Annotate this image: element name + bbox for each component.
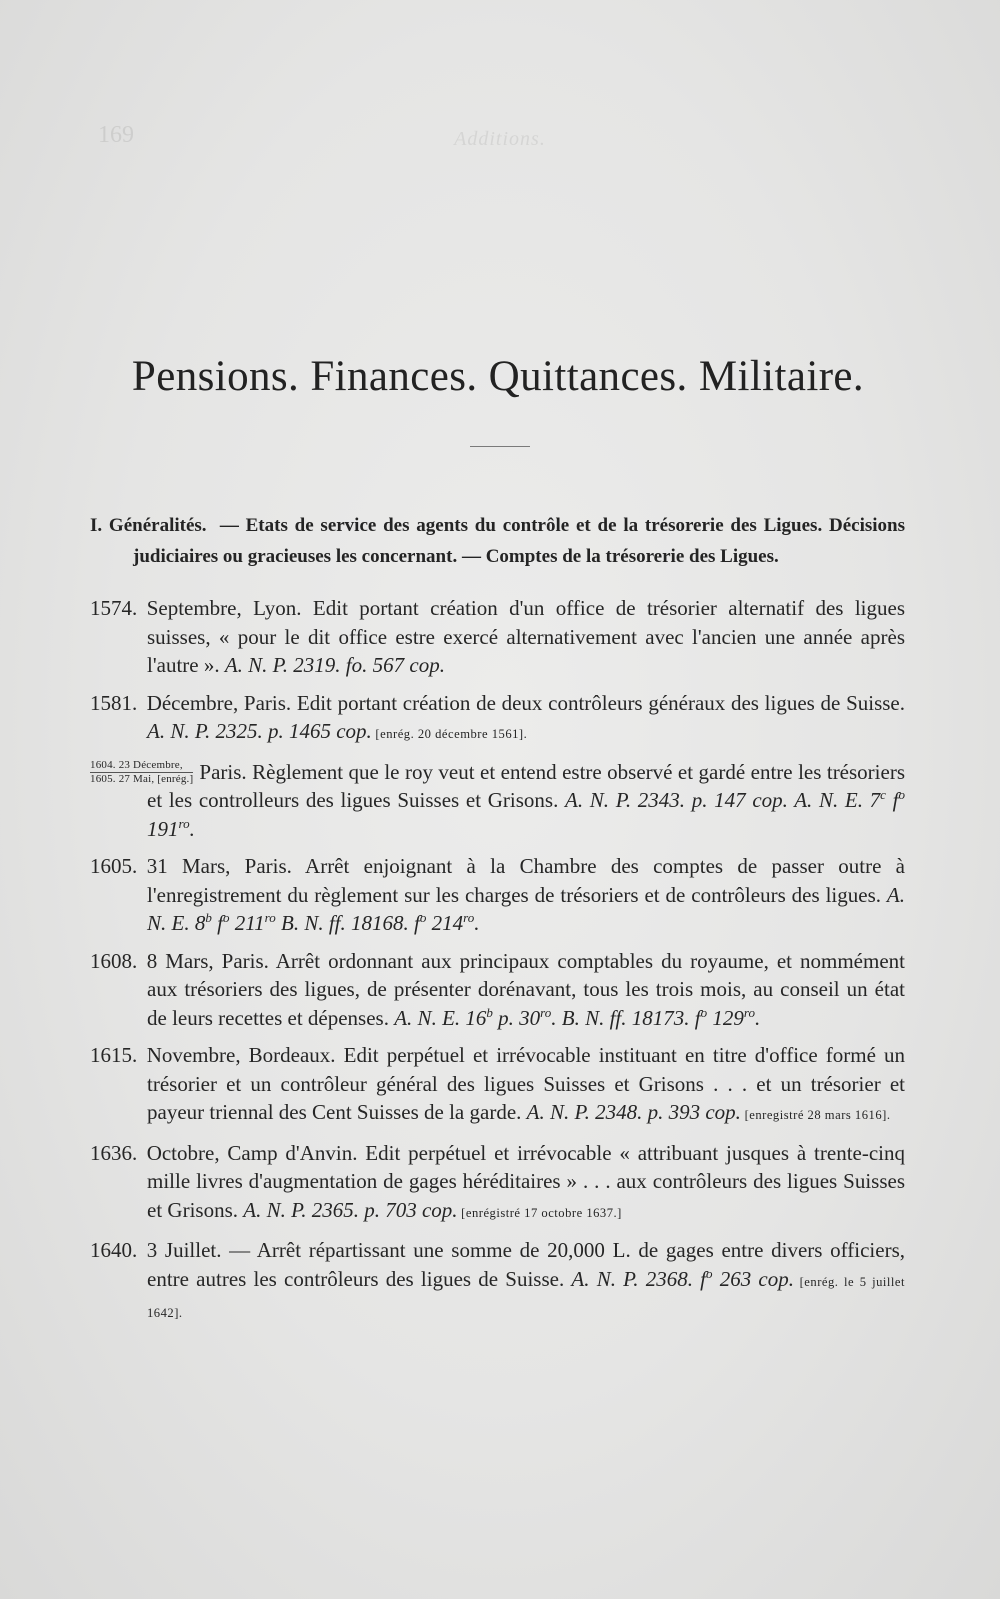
citation: 263 cop. [712,1266,795,1291]
entries-list [90,594,905,1337]
entry-text: Paris. Règlement que le roy veut et entend estre observé et gardé entre les trésoriers et les controlleurs des ligues Suisses et Grisons. [147,759,905,812]
citation: . [754,1005,761,1030]
title-rule [470,446,530,447]
citation: A. N. P. 2325. p. 1465 cop. [147,719,372,743]
citation-superscript: b [205,910,212,925]
citation-superscript: b [486,1004,493,1020]
registration-note: [enrég. 20 décembre 1561]. [371,727,528,741]
entry [90,947,905,1033]
page-title: Pensions. Finances. Quittances. Militaire. [131,353,865,400]
date-stack-line: 1604. 23 Décembre, [90,759,193,773]
citation: 129 [707,1005,744,1030]
entry-text: 8 Mars, Paris. Arrêt ordonnant aux principaux comptables du royaume, et nommément aux trésoriers des ligues, de présenter dorénavant, tous les trois mois, au conseil un état de leurs recettes et dépenses. [146,948,905,1030]
citation: . [189,816,195,841]
date-stack [90,759,193,786]
citation-superscript: ro [264,910,276,925]
citation: 191 [147,816,179,841]
citation: A. N. P. 2319. fo. 567 cop. [224,653,445,677]
bleed-through-running-head: Additions. [454,128,546,150]
citation: B. N. ff. 18168. f [275,911,420,935]
citation: f [211,911,223,935]
citation: f [885,788,899,812]
entry [90,1041,905,1130]
citation: A. N. P. 2365. p. 703 cop. [243,1197,458,1222]
section-heading [90,510,905,572]
entry-year: 1608. [90,948,138,973]
citation-superscript: o [706,1265,713,1281]
section-label: I. Généralités. [90,515,207,536]
citation: . [474,911,480,935]
entry-year: 1581. [90,690,138,715]
entry [90,758,905,844]
citation: . B. N. ff. 18173. f [551,1005,701,1030]
entry-year: 1574. [90,596,138,620]
entry-text: 3 Juillet. — Arrêt répartissant une somme de 20,000 L. de gages entre divers officiers, entre autres les contrôleurs des ligues de Suisse. [146,1238,905,1291]
registration-note: [enrég. le 5 juillet 1642]. [147,1274,905,1320]
section-description: — Etats de service des agents du contrôle et de la trésorerie des Ligues. Décisions judiciaires ou gracieuses les concernant. — Comptes de la trésorerie des Ligues. [133,515,905,567]
citation: A. N. P. 2368. f [571,1266,707,1291]
entry [90,594,905,680]
citation-superscript: c [880,787,886,802]
entry-year: 1605. [90,854,138,878]
entry [90,852,905,938]
entry-year: 1636. [90,1140,138,1165]
entry-text: Octobre, Camp d'Anvin. Edit perpétuel et irrévocable « attribuant jusques à trente-cinq mille livres d'augmentation de gages héréditaires » . . . aux contrôleurs des ligues Suisses et Grisons. [146,1140,905,1222]
citation-superscript: ro [178,815,190,831]
registration-note: [enregistré 28 mars 1616]. [740,1108,891,1122]
bleed-through-page-number: 169 [98,122,134,148]
citation: p. 30 [492,1005,541,1030]
entry-year: 1640. [90,1238,138,1262]
citation: A. N. P. 2348. p. 393 cop. [526,1100,741,1124]
citation: A. N. P. 2343. p. 147 cop. A. N. E. 7 [565,788,881,812]
entry-text: Décembre, Paris. Edit portant création de deux contrôleurs généraux des ligues de Suisse. [146,690,905,715]
entry [90,1236,905,1328]
date-stack-line: 1605. 27 Mai, [enrég.] [90,772,194,785]
citation-superscript: o [419,910,427,925]
citation-superscript: o [700,1004,708,1020]
citation-superscript: ro [463,910,475,925]
citation-superscript: o [222,910,230,925]
registration-note: [enrégistré 17 octobre 1637.] [457,1205,622,1220]
entry [90,1139,905,1228]
citation-superscript: ro [743,1004,755,1020]
citation: A. N. E. 16 [394,1005,487,1030]
citation: 211 [229,911,265,935]
entry-text: Septembre, Lyon. Edit portant création d'un office de trésorier alternatif des ligues suisses, « pour le dit office estre exercé alternativement avec l'ancien une année après l'autre ». [146,596,905,677]
citation: A. N. E. 8 [147,882,905,935]
entry-text: 31 Mars, Paris. Arrêt enjoignant à la Chambre des comptes de passer outre à l'enregistrement du règlement sur les charges de trésoriers et de contrôleurs des ligues. [146,854,905,907]
citation: 214 [426,911,464,935]
citation-superscript: o [898,787,905,802]
entry-year: 1615. [90,1043,138,1067]
entry-text: Novembre, Bordeaux. Edit perpétuel et irrévocable instituant en titre d'office formé un trésorier et un contrôleur général des ligues Suisses et Grisons . . . et un trésorier et payeur triennal des Cent Suisses de la garde. [146,1043,905,1124]
citation-superscript: ro [540,1004,552,1020]
entry [90,689,905,749]
